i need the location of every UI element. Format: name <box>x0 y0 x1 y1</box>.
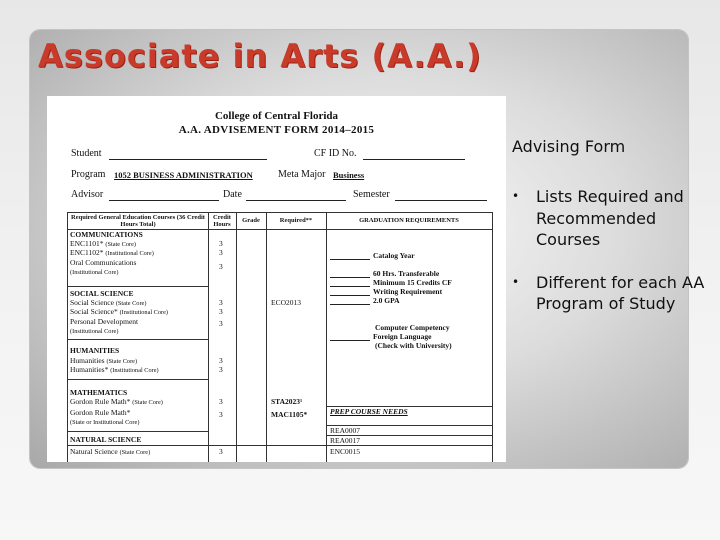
header-grade: Grade <box>242 217 260 224</box>
grad-computer-competency: Computer Competency <box>375 323 450 332</box>
course-row: Humanities* (Institutional Core) <box>70 365 159 374</box>
bullet-item <box>512 272 712 315</box>
section-social-science: SOCIAL SCIENCE <box>70 289 134 298</box>
course-row: Social Science* (Institutional Core) <box>70 307 169 316</box>
form-college-name: College of Central Florida <box>214 110 339 122</box>
advising-form-heading: Advising Form <box>512 137 626 156</box>
form-label-program: Program <box>71 169 106 180</box>
credit-value: 3 <box>219 307 223 316</box>
course-row: Natural Science (State Core) <box>70 447 151 456</box>
form-line-student <box>109 159 267 160</box>
credit-value: 3 <box>219 356 223 365</box>
form-label-date: Date <box>223 189 242 200</box>
col-divider <box>266 213 267 462</box>
course-row: ENC1101* (State Core) <box>70 239 136 248</box>
credit-value: 3 <box>219 365 223 374</box>
section-divider <box>68 286 208 287</box>
required-course: ECO2013 <box>271 298 301 307</box>
grad-writing: Writing Requirement <box>330 287 442 296</box>
slide-title: Associate in Arts (A.A.) <box>38 37 482 75</box>
form-label-cfid: CF ID No. <box>314 148 357 159</box>
credit-value: 3 <box>219 262 223 271</box>
section-divider <box>68 379 208 380</box>
header-graduation: GRADUATION REQUIREMENTS <box>359 217 459 224</box>
grad-foreign-language: Foreign Language <box>330 332 431 341</box>
credit-value: 3 <box>219 410 223 419</box>
section-mathematics: MATHEMATICS <box>70 388 128 397</box>
prep-course: REA0017 <box>330 436 360 445</box>
course-row: Gordon Rule Math* (State Core) <box>70 397 163 406</box>
header-required: Required** <box>279 217 313 224</box>
advisement-form-image <box>47 96 506 462</box>
form-value-program: 1052 BUSINESS ADMINISTRATION <box>114 170 253 180</box>
section-humanities: HUMANITIES <box>70 346 120 355</box>
form-value-meta-major: Business <box>333 170 365 180</box>
bullet-text: Different for each AA Program of Study <box>536 272 705 313</box>
grad-hours: 60 Hrs. Transferable <box>330 269 439 278</box>
credit-value: 3 <box>219 397 223 406</box>
section-natural-science: NATURAL SCIENCE <box>70 435 142 444</box>
required-course: MAC1105* <box>271 410 308 419</box>
col-divider <box>208 213 209 462</box>
credit-value: 3 <box>219 447 223 456</box>
form-label-student: Student <box>71 148 102 159</box>
table-header-row <box>68 213 492 230</box>
form-line-semester <box>395 200 487 201</box>
requirements-table <box>67 212 493 462</box>
prep-course: ENC0015 <box>330 447 360 456</box>
bullet-icon: • <box>512 189 520 203</box>
prep-course-needs-title: PREP COURSE NEEDS <box>330 407 408 416</box>
course-row: ENC1102* (Institutional Core) <box>70 248 154 257</box>
form-line-cfid <box>363 159 465 160</box>
form-label-meta-major: Meta Major <box>278 169 326 180</box>
form-label-semester: Semester <box>353 189 390 200</box>
slide-body <box>512 137 712 336</box>
required-course: STA2023¹ <box>271 397 303 406</box>
grad-check-university: (Check with University) <box>375 341 452 350</box>
grad-catalog-year: Catalog Year <box>330 251 415 260</box>
form-line-date <box>246 200 346 201</box>
section-divider <box>68 431 208 432</box>
form-line-advisor <box>109 200 219 201</box>
bullet-text: Lists Required and Recommended Courses <box>536 187 684 249</box>
credit-value: 3 <box>219 248 223 257</box>
course-row: Social Science (State Core) <box>70 298 147 307</box>
header-credit-hours: Credit Hours <box>213 214 231 228</box>
grad-gpa: 2.0 GPA <box>330 296 400 305</box>
credit-value: 3 <box>219 319 223 328</box>
section-divider <box>68 339 208 340</box>
header-courses: Required General Education Courses (36 Credit Hours Total) <box>71 214 205 228</box>
credit-value: 3 <box>219 298 223 307</box>
grad-min-credits: Minimum 15 Credits CF <box>330 278 452 287</box>
credit-value: 3 <box>219 239 223 248</box>
form-label-advisor: Advisor <box>71 189 104 200</box>
section-communications: COMMUNICATIONS <box>70 230 143 239</box>
form-title: A.A. ADVISEMENT FORM 2014–2015 <box>178 124 375 136</box>
course-row: Humanities (State Core) <box>70 356 138 365</box>
bullet-item <box>512 186 712 251</box>
course-row: Oral Communications (Institutional Core) <box>70 258 137 276</box>
course-row: Gordon Rule Math* (State or Institutional Core) <box>70 408 140 426</box>
prep-course: REA0007 <box>330 426 360 435</box>
bullet-icon: • <box>512 274 520 289</box>
row-divider <box>68 445 492 446</box>
course-row: Personal Development (Institutional Core) <box>70 317 139 335</box>
col-divider <box>236 213 237 462</box>
